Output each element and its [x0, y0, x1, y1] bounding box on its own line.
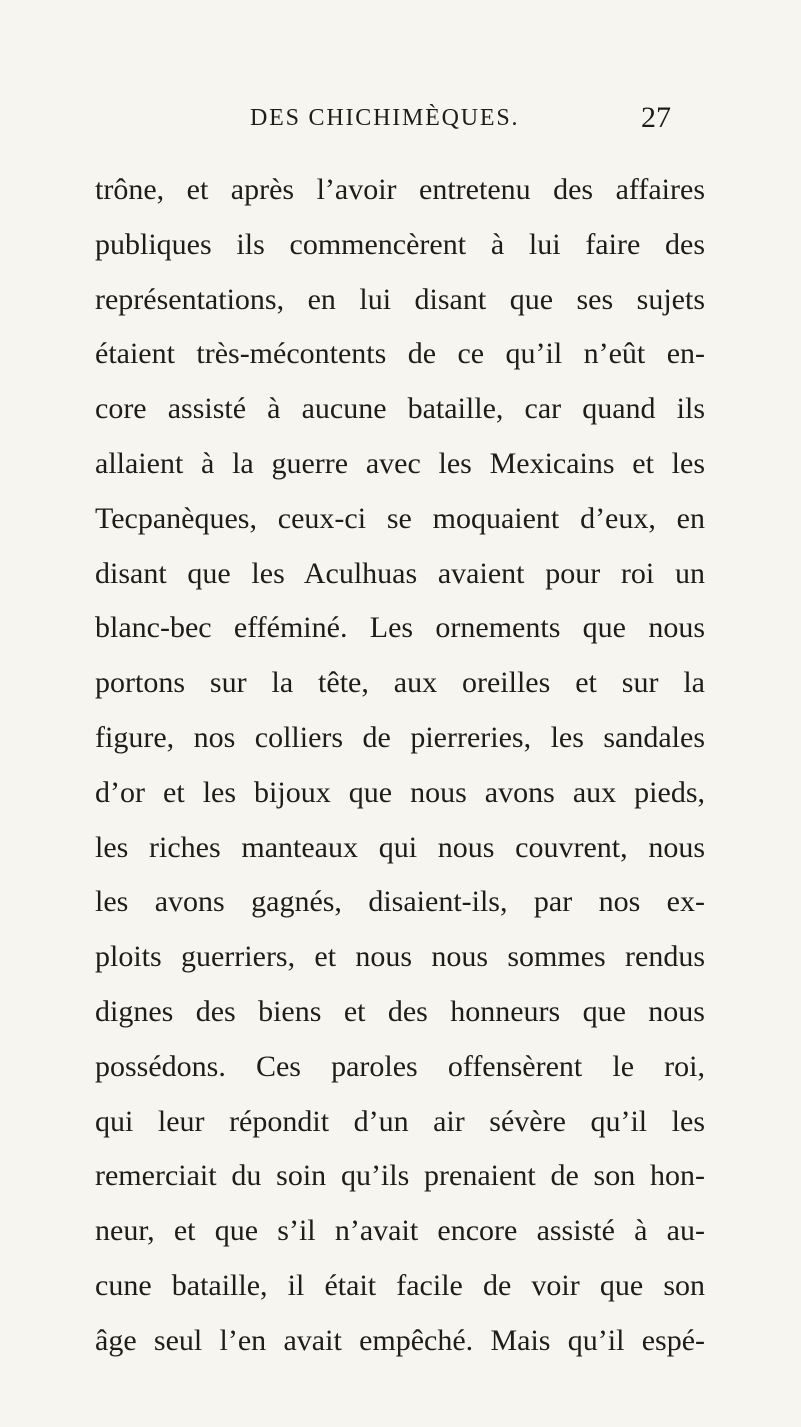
page-number: 27	[641, 101, 671, 134]
text-line: cune bataille, il était facile de voir que son	[95, 1268, 705, 1302]
text-line: d’or et les bijoux que nous avons aux pieds,	[95, 775, 705, 809]
text-line: Tecpanèques, ceux-ci se moquaient d’eux, en	[95, 501, 705, 535]
text-line: âge seul l’en avait empêché. Mais qu’il espé-	[95, 1323, 705, 1357]
text-line: blanc-bec efféminé. Les ornements que nous	[95, 611, 705, 645]
text-line: qui leur répondit d’un air sévère qu’il les	[95, 1104, 705, 1138]
text-line: allaient à la guerre avec les Mexicains et les	[95, 446, 705, 480]
text-line: possédons. Ces paroles offensèrent le roi,	[95, 1049, 705, 1083]
text-line: portons sur la tête, aux oreilles et sur la	[95, 666, 705, 700]
text-line: core assisté à aucune bataille, car quand ils	[95, 392, 705, 426]
running-head	[0, 98, 801, 138]
text-line: disant que les Aculhuas avaient pour roi un	[95, 556, 705, 590]
text-line: neur, et que s’il n’avait encore assisté à au-	[95, 1214, 705, 1248]
text-line: les riches manteaux qui nous couvrent, nous	[95, 830, 705, 864]
text-line: étaient très-mécontents de ce qu’il n’eût en-	[95, 337, 705, 371]
text-line: les avons gagnés, disaient-ils, par nos ex-	[95, 885, 705, 919]
text-line: dignes des biens et des honneurs que nous	[95, 994, 705, 1028]
text-line: ploits guerriers, et nous nous sommes rendus	[95, 940, 705, 974]
text-line: figure, nos colliers de pierreries, les sandales	[95, 720, 705, 754]
text-line: trône, et après l’avoir entretenu des affaires	[95, 173, 705, 206]
text-line: représentations, en lui disant que ses sujets	[95, 282, 705, 316]
running-title: DES CHICHIMÈQUES.	[250, 105, 520, 131]
body-text	[95, 163, 705, 1369]
text-line: remerciait du soin qu’ils prenaient de son hon-	[95, 1159, 705, 1193]
text-line: publiques ils commencèrent à lui faire des	[95, 227, 705, 261]
